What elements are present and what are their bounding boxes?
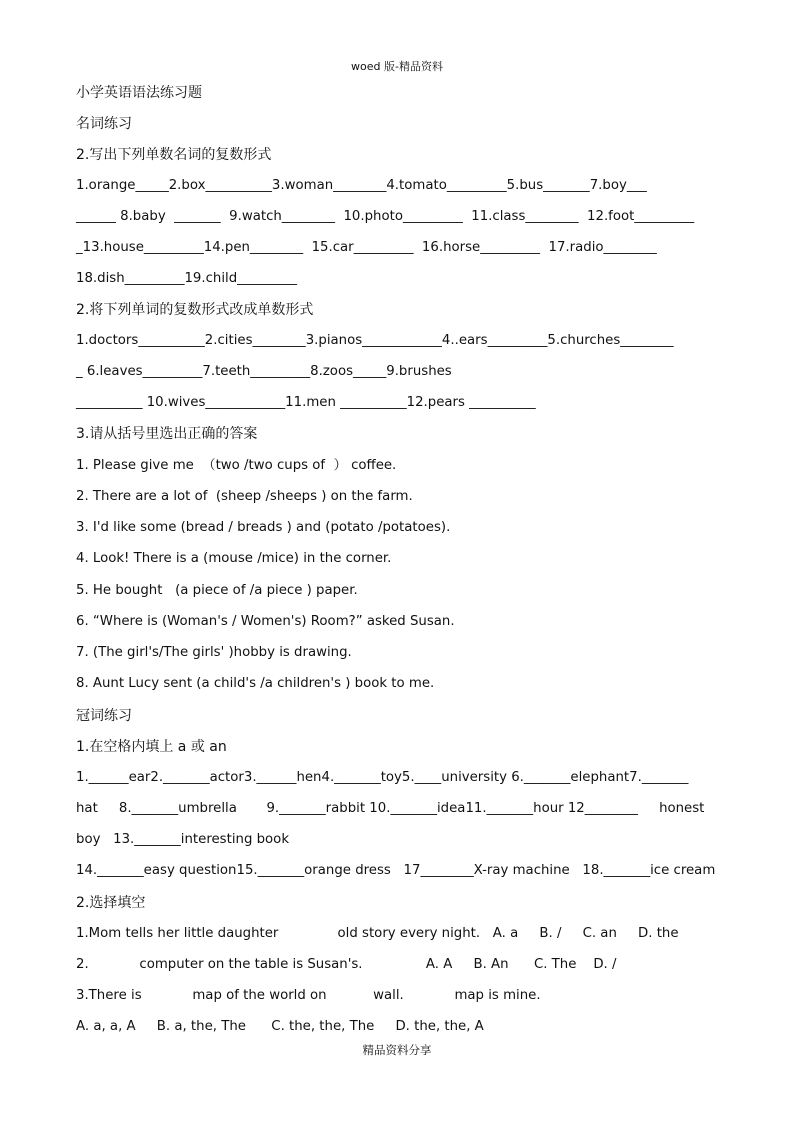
exercise-line: 8. Aunt Lucy sent (a child's /a children's ) book to me.: [76, 676, 435, 691]
exercise-line: 4. Look! There is a (mouse /mice) in the corner.: [76, 551, 392, 566]
exercise-line: ______ 8.baby _______ 9.watch________ 10.photo_________ 11.class________ 12.foot_________: [76, 209, 695, 224]
exercise-line: _13.house_________14.pen________ 15.car_________ 16.horse_________ 17.radio________: [76, 240, 657, 255]
exercise-line: A. a, a, A B. a, the, The C. the, the, The D. the, the, A: [76, 1019, 484, 1034]
exercise-line: 1.orange_____2.box__________3.woman________4.tomato_________5.bus_______7.boy___: [76, 178, 647, 193]
exercise-line: 1.doctors__________2.cities________3.pianos____________4..ears_________5.churches________: [76, 333, 674, 348]
exercise-line: 3.There is map of the world on wall. map is mine.: [76, 988, 541, 1003]
page-header: woed 版-精品资料: [351, 60, 443, 73]
exercise-line: 3. I'd like some (bread / breads ) and (potato /potatoes).: [76, 520, 451, 535]
exercise-line: 1. Please give me （two /two cups of ） coffee.: [76, 458, 397, 473]
exercise-line: 6. “Where is (Woman's / Women's) Room?” asked Susan.: [76, 614, 455, 629]
exercise-line: 2. There are a lot of (sheep /sheeps ) on the farm.: [76, 489, 413, 504]
exercise-line: boy 13._______interesting book: [76, 832, 290, 847]
exercise-line: 5. He bought (a piece of /a piece ) paper.: [76, 583, 358, 598]
exercise-line: 7. (The girl's/The girls' )hobby is drawing.: [76, 645, 352, 660]
exercise-line: hat 8._______umbrella 9._______rabbit 10._______idea11._______hour 12________ honest: [76, 801, 705, 816]
section-heading: 3.请从括号里选出正确的答案: [76, 426, 258, 442]
exercise-line: 18.dish_________19.child_________: [76, 271, 298, 286]
section-heading: 冠词练习: [76, 708, 132, 724]
section-heading: 1.在空格内填上 a 或 an: [76, 739, 227, 755]
exercise-line: 1.______ear2._______actor3.______hen4._______toy5.____university 6._______elephant7._______: [76, 770, 689, 785]
exercise-line: 1.Mom tells her little daughter old story every night. A. a B. / C. an D. the: [76, 926, 679, 941]
section-heading: 2.写出下列单数名词的复数形式: [76, 147, 272, 163]
section-heading: 2.选择填空: [76, 895, 146, 911]
exercise-line: __________ 10.wives____________11.men __________12.pears __________: [76, 395, 536, 410]
section-heading: 2.将下列单词的复数形式改成单数形式: [76, 302, 314, 318]
exercise-line: _ 6.leaves_________7.teeth_________8.zoos_____9.brushes: [76, 364, 452, 379]
exercise-line: 2. computer on the table is Susan's. A. A B. An C. The D. /: [76, 957, 617, 972]
section-heading: 名词练习: [76, 116, 132, 132]
exercise-line: 14._______easy question15._______orange dress 17________X-ray machine 18._______ice cream: [76, 863, 716, 878]
page-footer: 精品资料分享: [362, 1043, 432, 1057]
section-heading: 小学英语语法练习题: [76, 85, 202, 101]
